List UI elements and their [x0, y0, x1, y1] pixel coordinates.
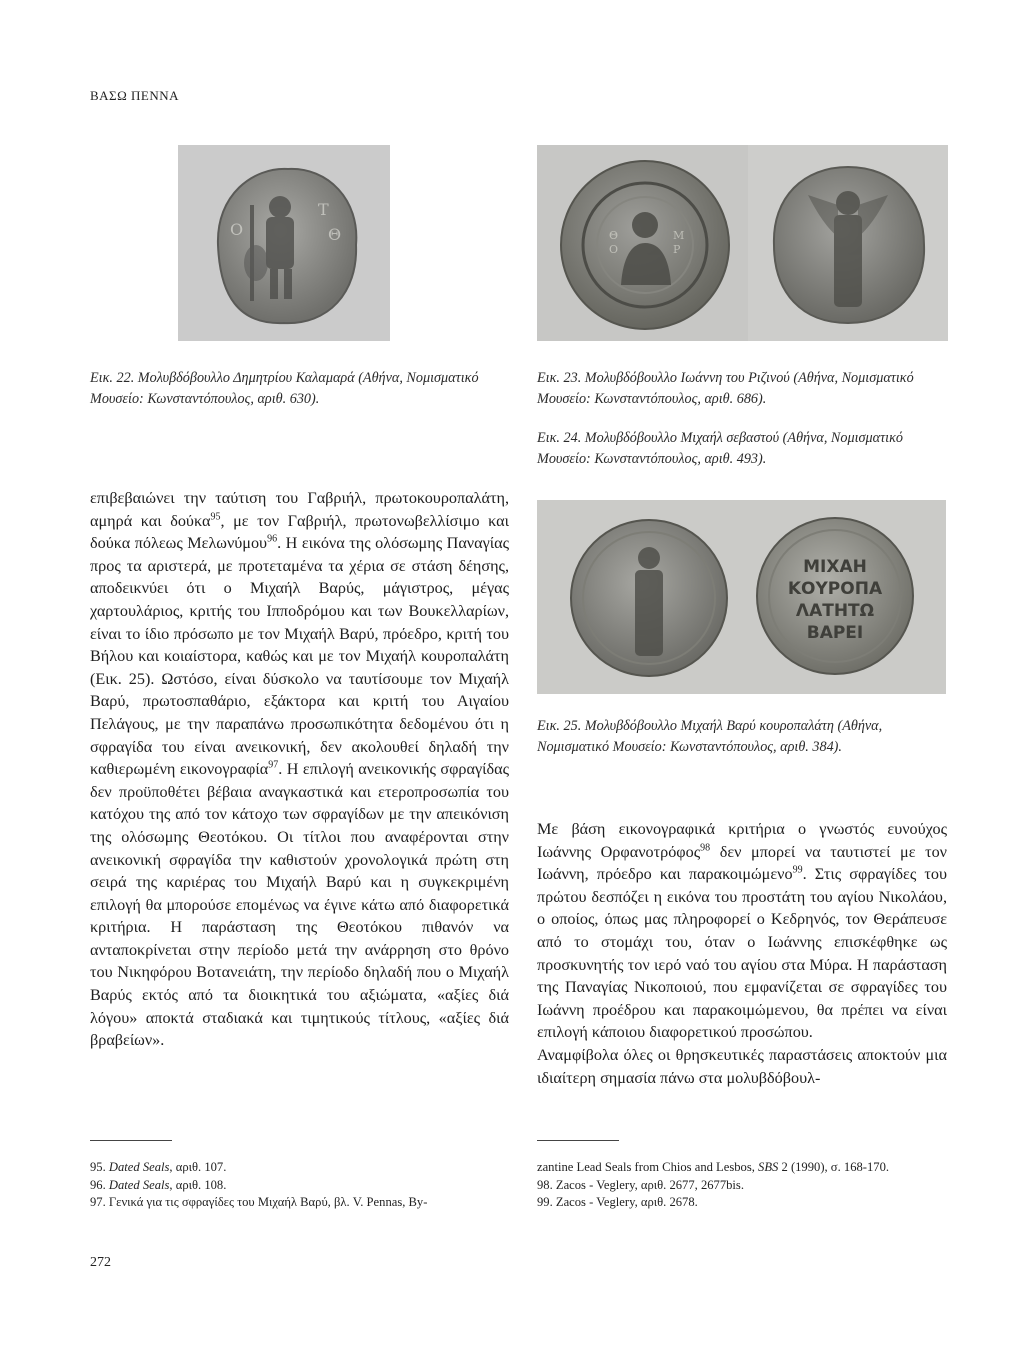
running-header: ΒΑΣΩ ΠΕΝΝΑ — [90, 88, 180, 103]
left-column-text — [90, 487, 509, 1052]
text-segment: . Η εικόνα της ολόσωμης Παναγίας προς τα αριστερά, με προτεταμένα τα χέρια σε στάση δέησης, αποδεικνύει ότι ο Μιχαήλ Βαρύς, μάγιστρος, μέγας χαρτουλάριος, κριτής του Ιπποδρόμου και των Βουκελλαρίων, είναι το ίδιο πρόσωπο με τον Μιχαήλ Βαρύ, πρόεδρο, κριτή του Βήλου και κοιαίστορα, καθώς και με τον Μιχαήλ κουροπαλάτη (Εικ. 25). Ωστόσο, είναι δύσκολο να ταυτίσουμε τον Μιχαήλ Βαρύ, πρωτοσπαθάριο, εξάκτορα και κριτή του Αιγαίου Πελάγους, με την παραπάνω προσωπικότητα δεδομένου ότι η σφραγίδα του είναι ανεικονική, δεν ακολουθεί δηλαδή την καθιερωμένη εικονογραφία — [90, 534, 509, 779]
text-segment: . Η επιλογή ανεικονικής σφραγίδας δεν προϋποθέτει βέβαια αναγκαστικά και ετεροπροσωπία του κατόχου της από τον κάτοχο των σφραγίδων με την απεικόνιση της ολόσωμης Θεοτόκου. Οι τίτλοι που αναφέρονται στην ανεικονική σφραγίδα την καθιστούν χρονολογικά πρώτη στη σειρά της καριέρας του Μιχαήλ Βαρύ και η συγκεκριμένη επιλογή θα μπορούσε επομένως να έγινε κάτω από διαφορετικά κριτήρια. Η παράσταση της Θεοτόκου πιθανόν να ανταποκρίνεται στην περίοδο μετά την ανάρρηση στο θρόνο του Νικηφόρου Βοτανειάτη, την περίοδο δηλαδή που ο Μιχαήλ Βαρύς εκτός από τα διοικητικά του αξιώματα, «αξίες διά λόγου» αποκτά σταδιακά και τιμητικούς τίτλους, «αξίες διά βραβείων». — [90, 760, 509, 1050]
seal-image — [537, 145, 748, 341]
seal-image — [537, 500, 946, 694]
text-segment: Με βάση εικονογραφικά κριτήρια ο γνωστός ευνούχος Ιωάννης Ορφανοτρόφος — [537, 820, 947, 861]
svg-text:ΚΟΥΡΟΠΑ: ΚΟΥΡΟΠΑ — [787, 579, 883, 599]
svg-text:ΜΙΧΑΗ: ΜΙΧΑΗ — [803, 557, 867, 577]
text-segment: Αναμφίβολα όλες οι θρησκευτικές παραστάσεις αποκτούν μια ιδιαίτερη σημασία πάνω στα μολυβδόβουλ- — [537, 1045, 947, 1087]
text-segment: δεν μπορεί να ταυτιστεί με τον Ιωάννη, πρόεδρο και παρακοιμώμενο — [537, 842, 947, 884]
footnote-ref: 95 — [210, 511, 221, 523]
figure-22-caption: Εικ. 22. Μολυβδόβουλλο Δημητρίου Καλαμαρά (Αθήνα, Νομισματικό Μουσείο: Κωνσταντόπουλος, αριθ. 630). — [90, 370, 479, 407]
footnotes-left — [90, 1159, 515, 1212]
text-segment: , με τον Γαβριήλ, πρωτονωβελλίσιμο και δούκα πόλεως Μελωνύμου — [90, 511, 509, 553]
footnote-ref: 96 — [267, 533, 278, 545]
text-segment: επιβεβαιώνει την ταύτιση του Γαβριήλ, πρωτοκουροπαλάτη, αμηρά και δούκα — [90, 489, 509, 530]
figure-22-photo — [178, 145, 390, 341]
svg-text:Ρ: Ρ — [673, 243, 681, 256]
figure-24-photo — [748, 145, 948, 341]
seal-image — [748, 145, 948, 341]
svg-text:ΒΑΡΕΙ: ΒΑΡΕΙ — [806, 623, 864, 643]
seal-image — [178, 145, 390, 341]
svg-text:Θ: Θ — [328, 225, 342, 244]
svg-text:ΛΑΤΗΤΩ: ΛΑΤΗΤΩ — [795, 601, 875, 621]
footnote-ref: 99 — [792, 864, 803, 876]
figure-23-photo — [537, 145, 748, 341]
footnote-rule-left — [90, 1140, 172, 1141]
page-number: 272 — [90, 1255, 111, 1270]
footnote-rule-right — [537, 1140, 619, 1141]
right-column-text — [537, 818, 947, 1089]
figure-25-photo — [537, 500, 946, 694]
svg-text:Μ: Μ — [673, 229, 685, 242]
footnote-97-continued: zantine Lead Seals from Chios and Lesbos, SBS 2 (1990), σ. 168-170. — [537, 1160, 890, 1174]
footnote-95: 95. Dated Seals, αριθ. 107. — [90, 1160, 227, 1174]
svg-text:Τ: Τ — [318, 200, 329, 219]
text-segment: . Στις σφραγίδες του πρώτου δεσπόζει η εικόνα του προστάτη του αγίου Νικολάου, ο οποίος, όπως μας πληροφορεί ο Κεδρηνός, τον Θεράπευσε από το στομάχι του, όταν ο Ιωάννης επισκέφθηκε ως προσκυνητής τον ιερό ναό του αγίου στα Μύρα. Η παράσταση της Παναγίας Νικοποιού, που εμφανίζεται σε σφραγίδες του Ιωάννη προέδρου και παρακοιμώμενου, θα πρέπει να είναι επιλογή κάποιου διαφορετικού προσώπου. — [537, 865, 947, 1042]
footnotes-right — [537, 1159, 952, 1212]
footnote-99: 99. Zacos - Veglery, αριθ. 2678. — [537, 1195, 698, 1209]
footnote-98: 98. Zacos - Veglery, αριθ. 2677, 2677bis. — [537, 1177, 744, 1192]
svg-text:Θ: Θ — [609, 229, 619, 242]
figure-24-caption: Εικ. 24. Μολυβδόβουλλο Μιχαήλ σεβαστού (Αθήνα, Νομισματικό Μουσείο: Κωνσταντόπουλος, αριθ. 493). — [537, 430, 904, 467]
footnote-97: 97. Γενικά για τις σφραγίδες του Μιχαήλ Βαρύ, βλ. V. Pennas, By- — [90, 1195, 428, 1209]
figure-25-caption: Εικ. 25. Μολυβδόβουλλο Μιχαήλ Βαρύ κουροπαλάτη (Αθήνα, Νομισματικό Μουσείο: Κωνσταντόπουλος, αριθ. 384). — [537, 718, 883, 755]
footnote-ref: 97 — [268, 759, 279, 771]
svg-text:Ο: Ο — [609, 243, 619, 256]
figure-23-caption: Εικ. 23. Μολυβδόβουλλο Ιωάννη του Ριζινού (Αθήνα, Νομισματικό Μουσείο: Κωνσταντόπουλος, αριθ. 686). — [537, 370, 914, 407]
footnote-96: 96. Dated Seals, αριθ. 108. — [90, 1177, 227, 1192]
footnote-ref: 98 — [700, 842, 711, 854]
svg-text:Ο: Ο — [230, 220, 244, 239]
